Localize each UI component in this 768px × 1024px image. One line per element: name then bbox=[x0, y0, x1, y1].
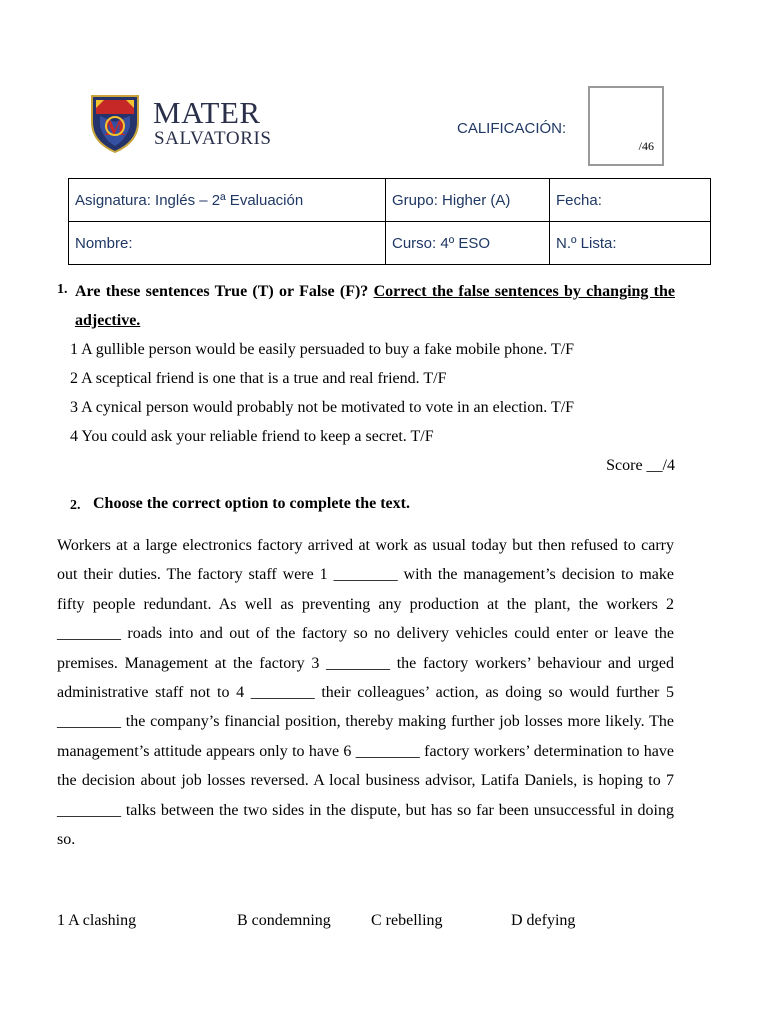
brand-name-line1: MATER bbox=[153, 95, 261, 130]
school-crest-logo bbox=[86, 92, 144, 154]
student-info-table bbox=[68, 178, 711, 265]
calificacion-label: CALIFICACIÓN: bbox=[457, 120, 567, 137]
option-1a[interactable]: 1 A clashing bbox=[57, 912, 137, 929]
svg-text:M: M bbox=[104, 115, 126, 140]
cloze-passage: Workers at a large electronics factory arrived at work as usual today but then refused to carry out their duties. The factory staff were 1 ________ with the management’s decision to make fifty people redundant. As well as preventing any production at the plant, the workers 2 ________ roads into and out of the factory so no delivery vehicles could enter or leave the premises. Management at the factory 3 ________ the factory workers’ behaviour and urged administrative staff not to 4 ________ their colleagues’ action, as doing so would further 5 ________ the company’s financial position, thereby making further job losses more likely. The management’s attitude appears only to have 6 ________ factory workers’ determination to have the decision about job losses reversed. A local business advisor, Latifa Daniels, is hoping to 7 ________ talks between the two sides in the dispute, but has so far been unsuccessful in doing so. bbox=[57, 537, 674, 849]
option-1d[interactable]: D defying bbox=[511, 912, 576, 929]
question-1-instruction bbox=[75, 277, 675, 335]
option-1b[interactable]: B condemning bbox=[237, 912, 331, 929]
question-1-score: Score __/4 bbox=[606, 457, 675, 474]
question-2-number: 2. bbox=[70, 498, 81, 513]
grade-total: /46 bbox=[638, 139, 654, 153]
fecha-field[interactable]: Fecha: bbox=[550, 179, 711, 222]
grupo-cell: Grupo: Higher (A) bbox=[386, 179, 550, 222]
brand-name-line2: SALVATORIS bbox=[154, 128, 272, 149]
curso-cell: Curso: 4º ESO bbox=[386, 222, 550, 265]
sentence-2: 2 A sceptical friend is one that is a true and real friend. T/F bbox=[70, 370, 447, 387]
question-1-number: 1. bbox=[57, 282, 68, 297]
sentence-3: 3 A cynical person would probably not be motivated to vote in an election. T/F bbox=[70, 399, 575, 416]
asignatura-cell: Asignatura: Inglés – 2ª Evaluación bbox=[69, 179, 386, 222]
grade-box[interactable] bbox=[588, 86, 664, 166]
instruction-underlined: Correct the false sentences by changing the adjective. bbox=[75, 283, 675, 329]
question-2-instruction: Choose the correct option to complete the text. bbox=[93, 495, 410, 512]
sentence-4: 4 You could ask your reliable friend to keep a secret. T/F bbox=[70, 428, 434, 445]
option-1c[interactable]: C rebelling bbox=[371, 912, 443, 929]
sentence-1: 1 A gullible person would be easily persuaded to buy a fake mobile phone. T/F bbox=[70, 341, 575, 358]
lista-field[interactable]: N.º Lista: bbox=[550, 222, 711, 265]
nombre-field[interactable]: Nombre: bbox=[69, 222, 386, 265]
instruction-plain: Are these sentences True (T) or False (F)? bbox=[75, 283, 374, 300]
